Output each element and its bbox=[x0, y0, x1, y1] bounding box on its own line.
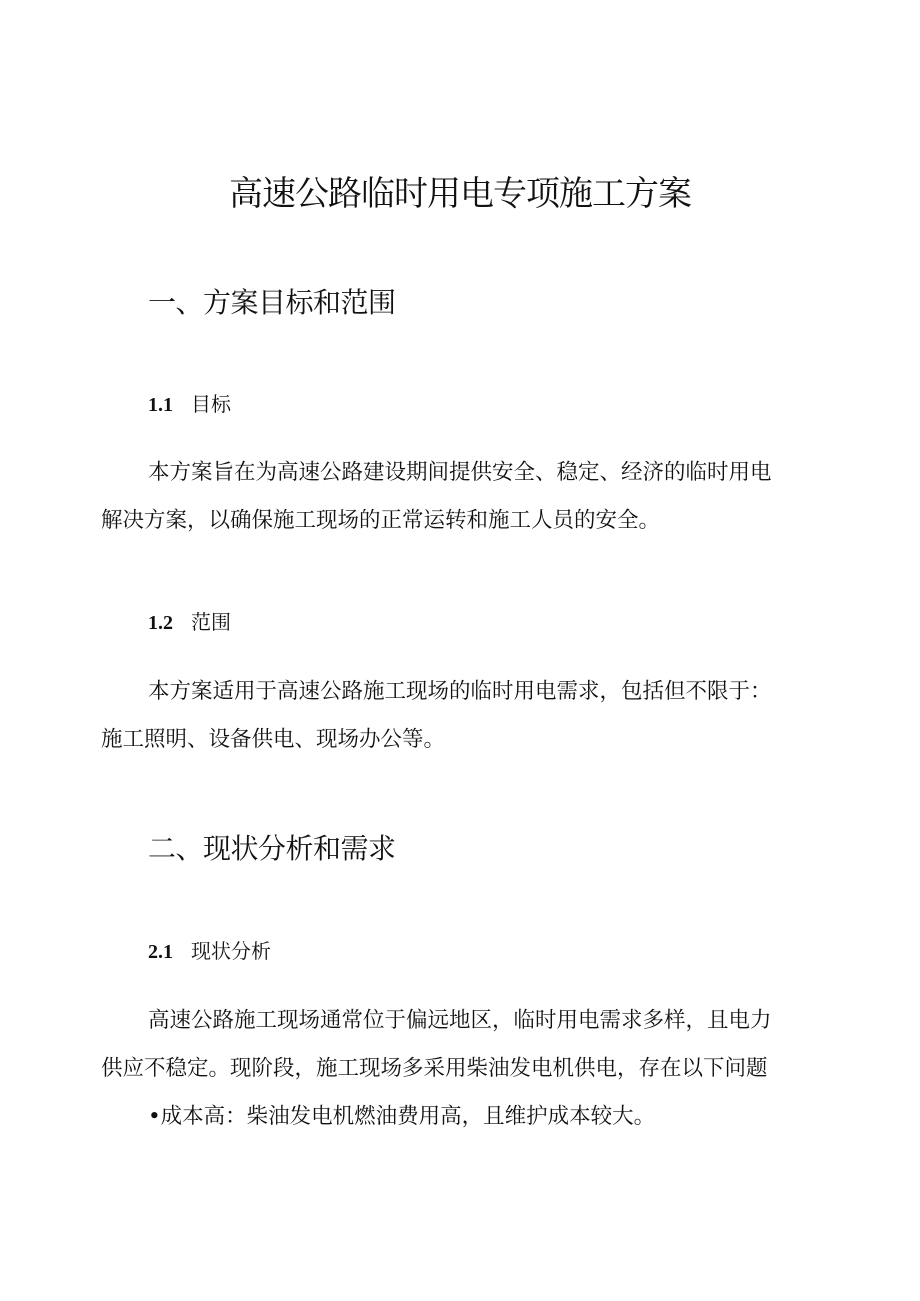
section-heading-1: 一、方案目标和范围 bbox=[148, 286, 396, 319]
paragraph-status bbox=[101, 997, 821, 1093]
subheading-number: 2.1 bbox=[148, 941, 173, 963]
subheading-2-1 bbox=[148, 936, 271, 967]
document-title: 高速公路临时用电专项施工方案 bbox=[229, 174, 691, 214]
paragraph-line: 施工照明、设备供电、现场办公等。 bbox=[101, 727, 446, 752]
subheading-1-2 bbox=[148, 607, 231, 638]
subheading-label: 范围 bbox=[191, 610, 231, 634]
paragraph-line: 本方案旨在为高速公路建设期间提供安全、稳定、经济的临时用电 bbox=[148, 460, 772, 485]
paragraph-line: 本方案适用于高速公路施工现场的临时用电需求，包括但不限于： bbox=[148, 679, 772, 704]
paragraph-line: 高速公路施工现场通常位于偏远地区，临时用电需求多样，且电力 bbox=[148, 1008, 772, 1033]
subheading-number: 1.2 bbox=[148, 612, 173, 634]
paragraph-line: 解决方案，以确保施工现场的正常运转和施工人员的安全。 bbox=[101, 508, 661, 533]
paragraph-line: 供应不稳定。现阶段，施工现场多采用柴油发电机供电，存在以下问题 bbox=[101, 1056, 768, 1081]
paragraph-goal bbox=[101, 449, 821, 545]
subheading-label: 现状分析 bbox=[191, 939, 271, 963]
subheading-label: 目标 bbox=[191, 392, 231, 416]
bullet-item: •成本高：柴油发电机燃油费用高，且维护成本较大。 bbox=[148, 1104, 656, 1129]
subheading-1-1 bbox=[148, 389, 231, 420]
paragraph-scope bbox=[101, 668, 821, 764]
section-heading-2: 二、现状分析和需求 bbox=[148, 832, 396, 865]
subheading-number: 1.1 bbox=[148, 394, 173, 416]
